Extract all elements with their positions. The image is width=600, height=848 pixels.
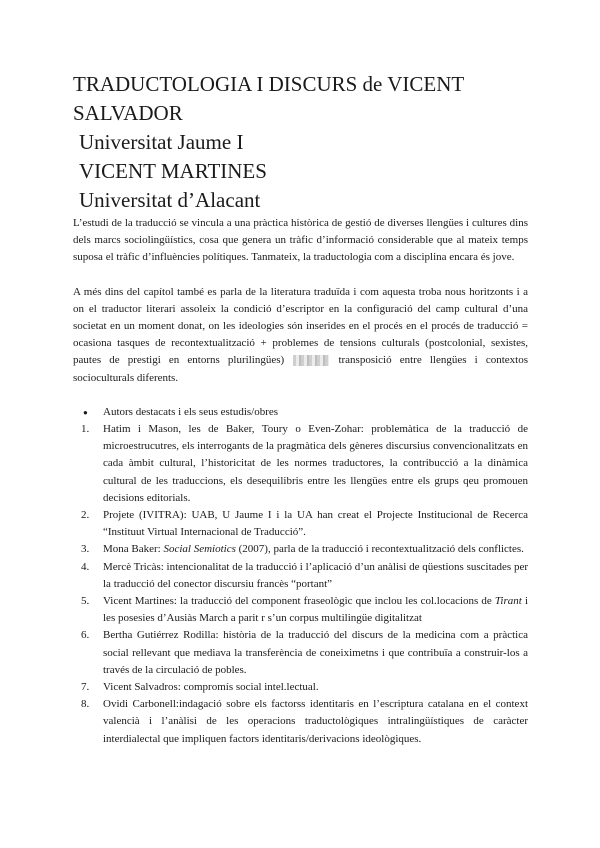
list-item-text: Mona Baker: — [103, 543, 164, 556]
list-item — [73, 421, 528, 507]
list-number: 5. — [81, 595, 90, 608]
list-item-text: Vicent Martines: la traducció del component fraseològic que inclou les col.locacions de — [103, 595, 495, 608]
list-item-text: Vicent Salvadros: compromís social intel.lectual. — [103, 681, 319, 694]
list-item — [73, 559, 528, 593]
list-item — [73, 627, 528, 679]
list-item-text: Hatim i Mason, les de Baker, Toury o Even-Zohar: problemàtica de la traducció de microestrucutres, els interrogants de la pragmàtica dels gèneres discursius convencionalitzats en cada àmbit cultural, l’historicitat de les normes traductores, la contribucció a la dinàmica cultural de les traduccions, els desequilibris entre les llengües entre els grups qeu promouen decisions editorials. — [103, 423, 528, 504]
list-item — [73, 696, 528, 748]
list-item-text: Mercè Tricàs: intencionalitat de la traducció i l’aplicació d’un anàlisi de qüestions suscitades per la traducció del conector discursiu francès “portant” — [103, 560, 528, 590]
list-number: 8. — [81, 698, 90, 711]
list-item — [73, 679, 528, 696]
list-number: 4. — [81, 560, 90, 573]
list-number: 6. — [81, 629, 90, 642]
affiliation-jaume-i: Universitat Jaume I — [79, 130, 244, 154]
list-item — [73, 507, 528, 541]
book-title: Tirant — [494, 595, 522, 608]
document-title-line2: SALVADOR — [73, 101, 183, 125]
list-number: 7. — [81, 681, 90, 694]
bullet-item-authors: ● Autors destacats i els seus estudis/obres — [73, 404, 528, 421]
list-item-text: Ovidi Carbonell:indagació sobre els factorss identitaris en l’escriptura catalana en el context valencià i l’anàlisi de les operacions traductològiques intralingüístiques de caràcter interdialectal que impliquen factors identitaris/derivacions ideològiques. — [103, 698, 528, 745]
list-item-text: Bertha Gutiérrez Rodilla: història de la traducció del discurs de la medicina com a pràctica social rellevant que mediava la transferència de coneiximetns i que contribuïa a construir-los a través de la circulació de pobles. — [103, 629, 528, 676]
list-item — [73, 593, 528, 627]
list-item — [73, 541, 528, 558]
list-number: 3. — [81, 543, 90, 556]
list-item-text: (2007), parla de la traducció i recontextualització dels conflictes. — [235, 543, 524, 556]
list-number: 1. — [81, 423, 90, 436]
list-item-text: i les posesies d’Ausiàs March a parit r s’un corpus multilingüe digitalitzat — [103, 595, 528, 625]
affiliation-alacant: Universitat d’Alacant — [79, 188, 261, 212]
literature-paragraph — [73, 284, 528, 387]
pixelated-arrow-icon — [293, 355, 329, 366]
document-title-line1: TRADUCTOLOGIA I DISCURS de VICENT — [73, 72, 465, 96]
intro-paragraph: L’estudi de la traducció se vincula a una pràctica històrica de gestió de diverses llengües i cultures dins dels marcs sociolingüístics, cosa que genera un tràfic d’informació considerable que al mateix temps suposa el tràfic d’influències polítiques. Tanmateix, la traductologia com a disciplina encara és jove. — [73, 217, 528, 264]
document-page — [73, 70, 528, 748]
bullet-list — [73, 404, 528, 421]
list-number: 2. — [81, 509, 90, 522]
literature-paragraph-text: A més dins del capítol també es parla de la literatura traduïda i com aquesta troba nous horitzonts i a on el traductor literari assoleix la condició d’escriptor en la configuració del camp cultural d’una societat en un moment donat, on les ideologies són inserides en el procés en el procés de traducció = ocasiona tasques de recontextualització + problemes de tensions culturals (postcolonial, sexistes, pautes de prestigi en entorns plurilingües) — [73, 285, 528, 367]
list-item-text: Projete (IVITRA): UAB, U Jaume I i la UA han creat el Projecte Institucional de Recerca “Instituut Virtual Internacional de Traducció”. — [103, 509, 528, 539]
book-title: Social Semiotics — [163, 543, 236, 556]
literature-paragraph-end: transposició entre llengües i contextos socioculturals diferents. — [73, 354, 529, 384]
works-list — [73, 421, 528, 748]
author-vicent-martines: VICENT MARTINES — [79, 159, 267, 183]
